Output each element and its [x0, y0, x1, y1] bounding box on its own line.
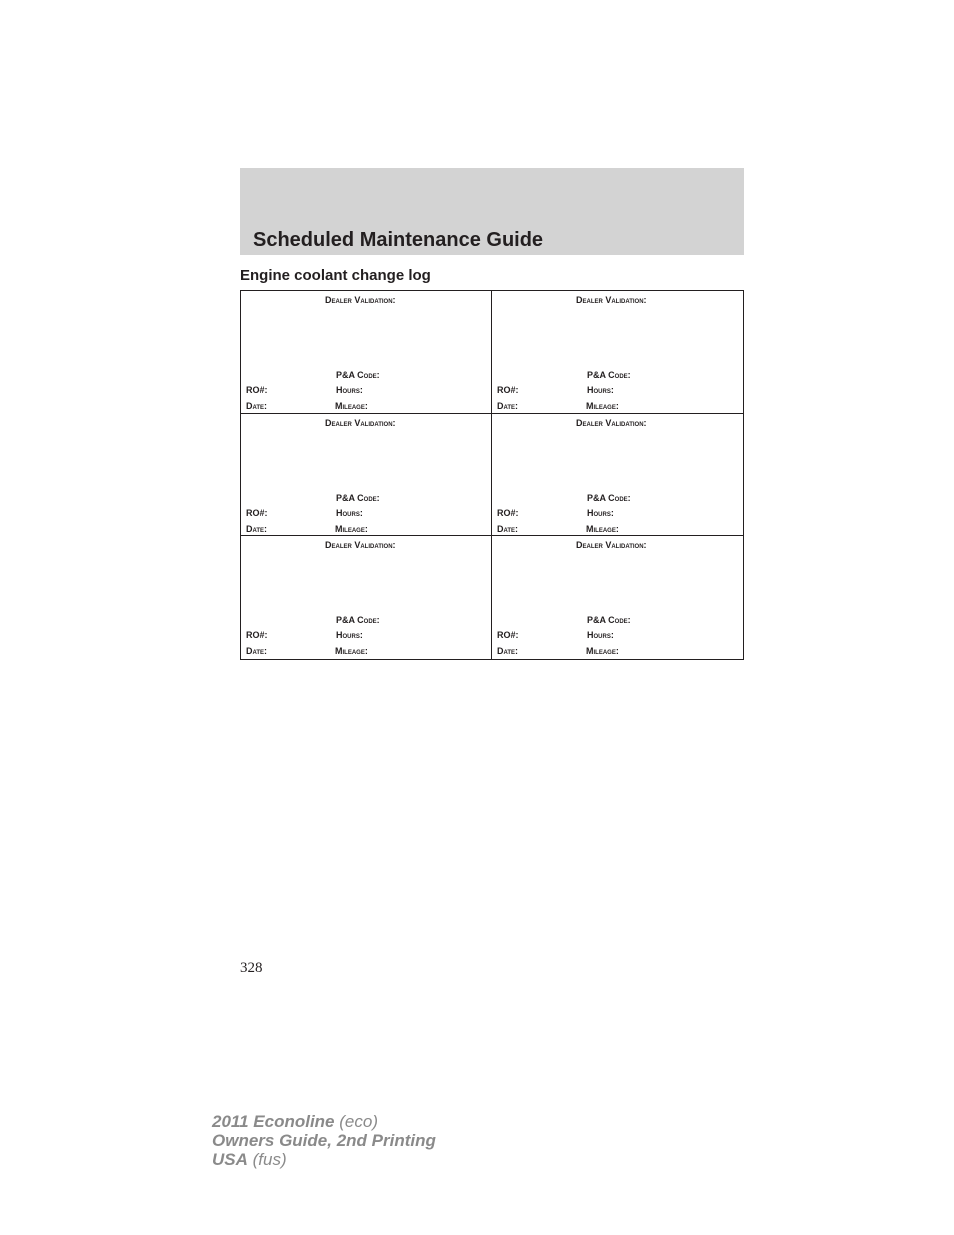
footer-line-model — [212, 1112, 436, 1131]
hours-label: Hours: — [336, 630, 363, 641]
log-entry — [492, 291, 743, 414]
mileage-label: Mileage: — [586, 523, 619, 534]
dealer-validation-label: Dealer Validation: — [576, 295, 647, 305]
date-label: Date: — [246, 523, 268, 534]
pa-code-label: P&A Code: — [587, 615, 631, 626]
date-label: Date: — [246, 401, 268, 411]
pa-code-label: P&A Code: — [336, 370, 380, 380]
date-label: Date: — [497, 401, 519, 411]
ro-label: RO#: — [497, 385, 519, 395]
log-entry — [492, 414, 743, 537]
page-title: Scheduled Maintenance Guide — [253, 229, 544, 251]
hours-label: Hours: — [587, 507, 614, 518]
footer-model-code: (eco) — [339, 1112, 378, 1131]
pa-code-label: P&A Code: — [336, 615, 380, 626]
log-entry — [492, 536, 743, 659]
footer-market: USA — [212, 1150, 248, 1169]
log-entry — [241, 536, 492, 659]
date-label: Date: — [497, 646, 519, 657]
dealer-validation-label: Dealer Validation: — [325, 295, 396, 305]
dealer-validation-label: Dealer Validation: — [325, 417, 396, 428]
document-footer — [212, 1112, 436, 1169]
ro-label: RO#: — [497, 507, 519, 518]
mileage-label: Mileage: — [586, 401, 619, 411]
ro-label: RO#: — [246, 630, 268, 641]
dealer-validation-label: Dealer Validation: — [576, 417, 647, 428]
hours-label: Hours: — [587, 630, 614, 641]
pa-code-label: P&A Code: — [587, 492, 631, 503]
mileage-label: Mileage: — [335, 523, 368, 534]
mileage-label: Mileage: — [335, 646, 368, 657]
page-number: 328 — [240, 960, 263, 976]
mileage-label: Mileage: — [335, 401, 368, 411]
date-label: Date: — [246, 646, 268, 657]
hours-label: Hours: — [336, 385, 363, 395]
hours-label: Hours: — [587, 385, 614, 395]
log-entry — [241, 291, 492, 414]
date-label: Date: — [497, 523, 519, 534]
footer-line-market — [212, 1150, 436, 1169]
dealer-validation-label: Dealer Validation: — [576, 540, 647, 551]
ro-label: RO#: — [246, 507, 268, 518]
header-band — [240, 168, 744, 255]
dealer-validation-label: Dealer Validation: — [325, 540, 396, 551]
log-title: Engine coolant change log — [240, 267, 431, 284]
footer-market-code: (fus) — [252, 1150, 287, 1169]
mileage-label: Mileage: — [586, 646, 619, 657]
ro-label: RO#: — [497, 630, 519, 641]
log-entry — [241, 414, 492, 537]
ro-label: RO#: — [246, 385, 268, 395]
footer-printing: Owners Guide, 2nd Printing — [212, 1131, 436, 1150]
pa-code-label: P&A Code: — [587, 370, 631, 380]
coolant-change-log-table — [240, 290, 744, 660]
pa-code-label: P&A Code: — [336, 492, 380, 503]
footer-model: 2011 Econoline — [212, 1112, 335, 1131]
hours-label: Hours: — [336, 507, 363, 518]
